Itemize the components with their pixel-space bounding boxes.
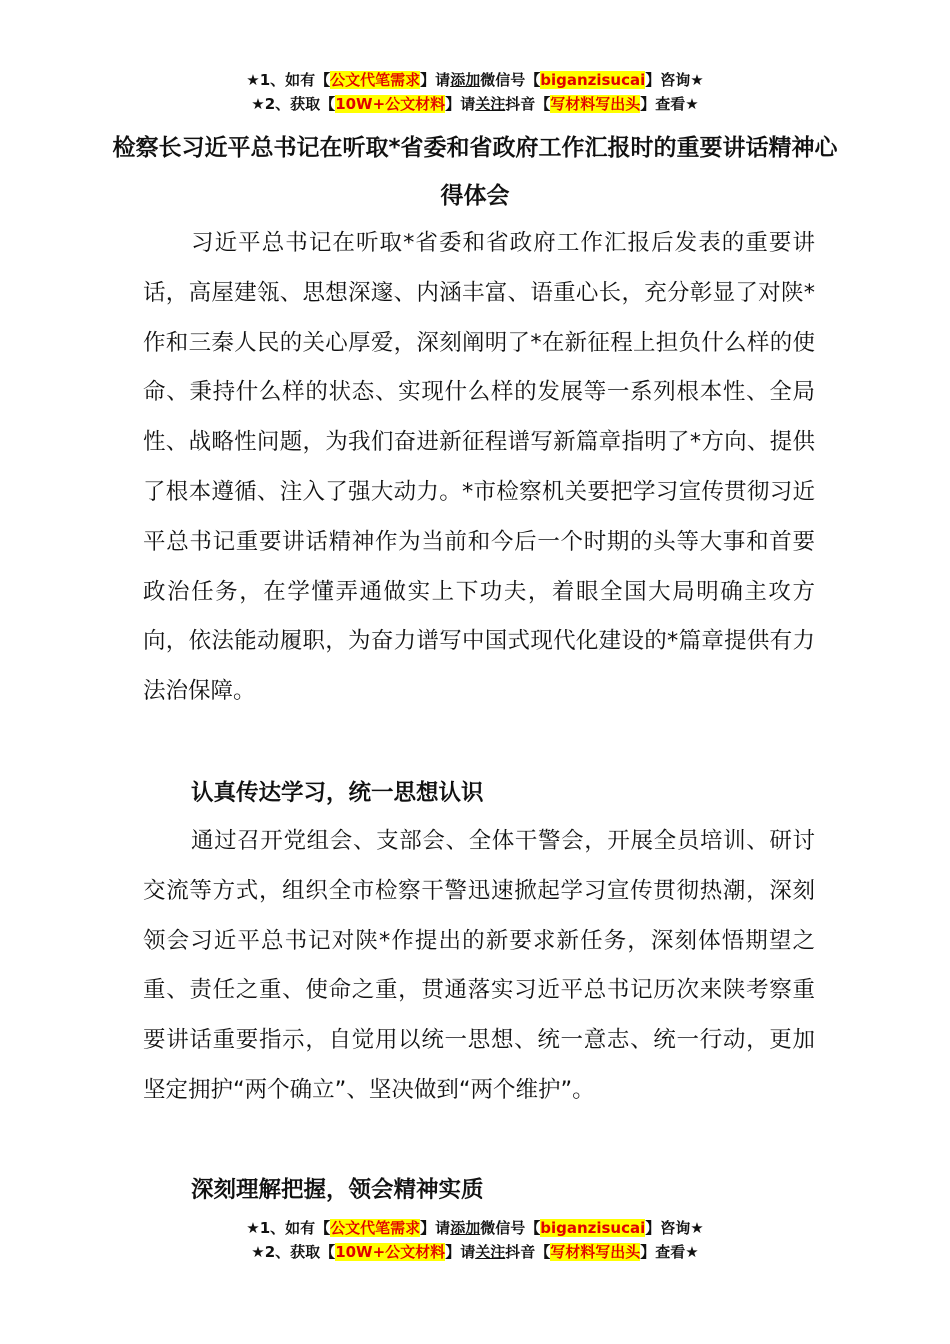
section-1-heading: 认真传达学习，统一思想认识 <box>191 780 484 806</box>
promo-text: 】请 <box>445 95 476 113</box>
promo-line-1 <box>0 68 950 92</box>
intro-paragraph: 习近平总书记在听取*省委和省政府工作汇报后发表的重要讲话，高屋建瓴、思想深邃、内涵丰富、语重心长，充分彰显了对陕*作和三秦人民的关心厚爱，深刻阐明了*在新征程上担负什么样的使命、秉持什么样的状态、实现什么样的发展等一系列根本性、全局性、战略性问题，为我们奋进新征程谱写新篇章指明了*方向、提供了根本遵循、注入了强大动力。*市检察机关要把学习宣传贯彻习近平总书记重要讲话精神作为当前和今后一个时期的头等大事和首要政治任务，在学懂弄通做实上下功夫，着眼全国大局明确主攻方向，依法能动履职，为奋力谱写中国式现代化建设的*篇章提供有力法治保障。 <box>143 230 815 705</box>
section-2-heading: 深刻理解把握，领会精神实质 <box>191 1177 484 1203</box>
promo-line-2 <box>0 1240 950 1264</box>
promo-line-1 <box>0 1216 950 1240</box>
promo-text: ★1、如有【 <box>246 1219 331 1237</box>
promo-banner-bottom <box>0 1216 950 1264</box>
promo-underlined: 关注 <box>475 95 506 113</box>
promo-highlight: 10W+公文材料 <box>335 1243 446 1261</box>
promo-text: 】请 <box>420 71 451 89</box>
promo-wechat-id: biganzisucai <box>540 71 646 89</box>
promo-text: ★2、获取【 <box>251 1243 336 1261</box>
promo-banner-top <box>0 68 950 116</box>
section-1-body: 通过召开党组会、支部会、全体干警会，开展全员培训、研讨交流等方式，组织全市检察干警迅速掀起学习宣传贯彻热潮，深刻领会习近平总书记对陕*作提出的新要求新任务，深刻体悟期望之重、责任之重、使命之重，贯通落实习近平总书记历次来陕考察重要讲话重要指示，自觉用以统一思想、统一意志、统一行动，更加坚定拥护“两个确立”、坚决做到“两个维护”。 <box>143 828 815 1103</box>
promo-text: ★2、获取【 <box>251 95 336 113</box>
promo-text: 微信号【 <box>480 1219 541 1237</box>
promo-text: 】咨询★ <box>645 1219 704 1237</box>
promo-douyin-id: 写材料写出头 <box>550 1243 641 1261</box>
promo-text: 抖音【 <box>505 95 551 113</box>
document-title: 检察长习近平总书记在听取*省委和省政府工作汇报时的重要讲话精神心得体会 <box>112 135 838 209</box>
promo-highlight: 10W+公文材料 <box>335 95 446 113</box>
promo-douyin-id: 写材料写出头 <box>550 95 641 113</box>
promo-line-2 <box>0 92 950 116</box>
promo-underlined: 添加 <box>450 71 481 89</box>
promo-wechat-id: biganzisucai <box>540 1219 646 1237</box>
promo-text: 】查看★ <box>640 95 699 113</box>
promo-highlight: 公文代笔需求 <box>330 1219 421 1237</box>
promo-text: 微信号【 <box>480 71 541 89</box>
promo-text: 】咨询★ <box>645 71 704 89</box>
promo-text: 】请 <box>445 1243 476 1261</box>
promo-text: 】查看★ <box>640 1243 699 1261</box>
promo-highlight: 公文代笔需求 <box>330 71 421 89</box>
promo-text: ★1、如有【 <box>246 71 331 89</box>
promo-underlined: 添加 <box>450 1219 481 1237</box>
promo-underlined: 关注 <box>475 1243 506 1261</box>
promo-text: 】请 <box>420 1219 451 1237</box>
promo-text: 抖音【 <box>505 1243 551 1261</box>
